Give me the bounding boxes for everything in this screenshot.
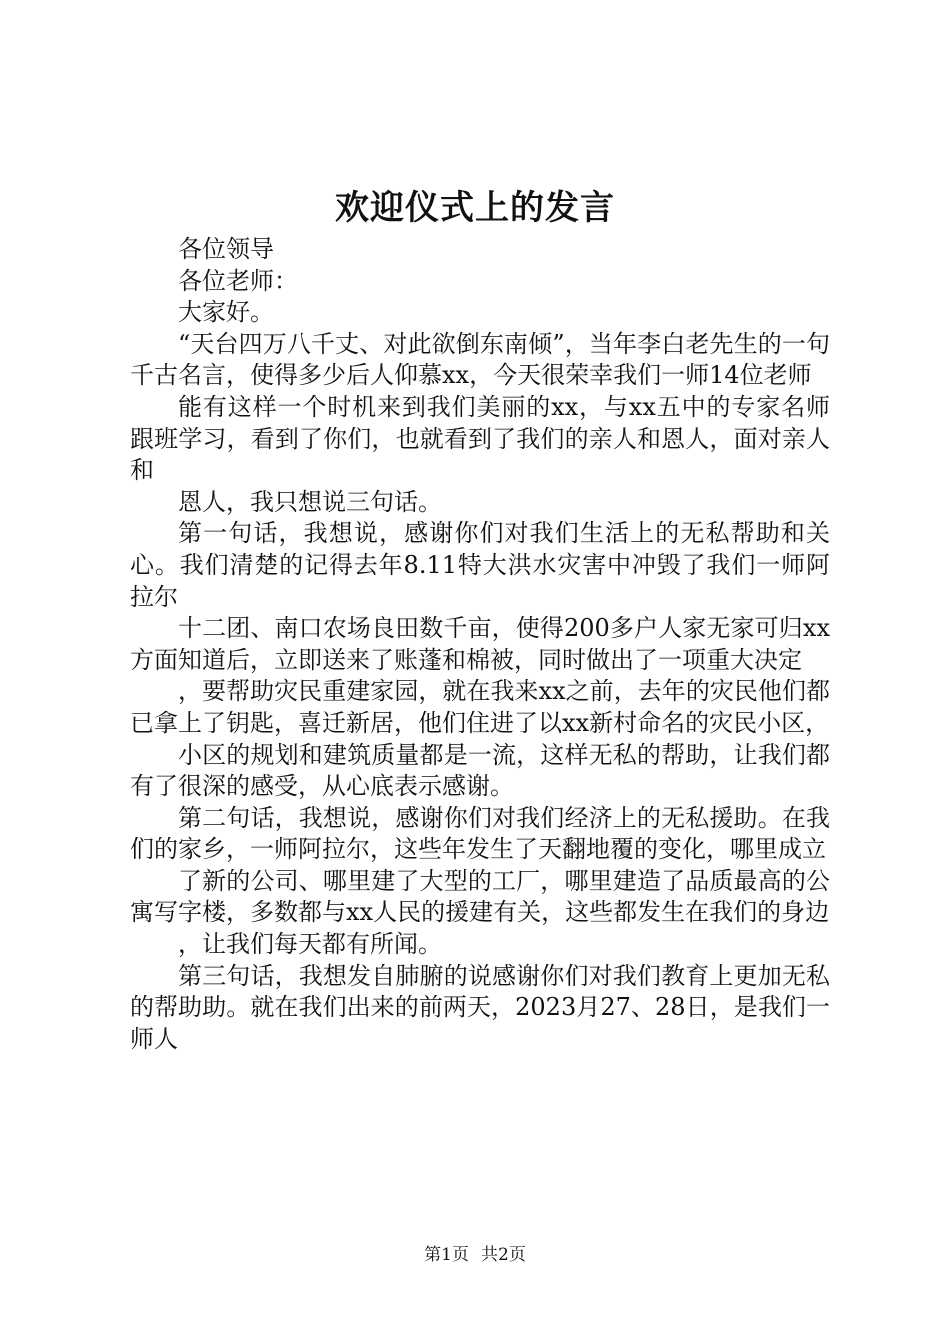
paragraph: 了新的公司、哪里建了大型的工厂，哪里建造了品质最高的公寓写字楼，多数都与xx人民的援建有关，这些都发生在我们的身边 (130, 866, 830, 927)
paragraph: 第三句话，我想发自肺腑的说感谢你们对我们教育上更加无私的帮助助。就在我们出来的前两天，2023月27、28日，是我们一师人 (130, 961, 830, 1053)
document-title: 欢迎仪式上的发言 (335, 188, 615, 228)
paragraph: 各位领导 (178, 235, 274, 263)
paragraph: “天台四万八千丈、对此欲倒东南倾”，当年李白老先生的一句千古名言，使得多少后人仰慕xx，今天很荣幸我们一师14位老师 (130, 329, 830, 390)
paragraph: ，让我们每天都有所闻。 (178, 930, 442, 959)
page-number: 第1页 (424, 1245, 469, 1265)
paragraph: 能有这样一个时机来到我们美丽的xx，与xx五中的专家名师跟班学习，看到了你们，也就看到了我们的亲人和恩人，面对亲人和 (130, 392, 830, 485)
document-body (130, 234, 830, 1055)
page-total: 共2页 (481, 1245, 526, 1265)
paragraph: 第二句话，我想说，感谢你们对我们经济上的无私援助。在我们的家乡，一师阿拉尔，这些年发生了天翻地覆的变化，哪里成立 (130, 803, 830, 864)
page-footer (0, 1243, 950, 1267)
paragraph: 大家好。 (178, 298, 274, 327)
paragraph: 小区的规划和建筑质量都是一流，这样无私的帮助，让我们都有了很深的感受，从心底表示感谢。 (130, 740, 830, 801)
paragraph: 十二团、南口农场良田数千亩，使得200多户人家无家可归xx方面知道后，立即送来了账蓬和棉被，同时做出了一项重大决定 (130, 614, 830, 674)
paragraph: 各位老师： (178, 266, 298, 295)
paragraph: 第一句话，我想说，感谢你们对我们生活上的无私帮助和关心。我们清楚的记得去年8.11特大洪水灾害中冲毁了我们一师阿拉尔 (130, 519, 830, 611)
paragraph: ，要帮助灾民重建家园，就在我来xx之前，去年的灾民他们都已拿上了钥匙，喜迁新居，他们住进了以xx新村命名的灾民小区， (130, 677, 830, 737)
paragraph: 恩人，我只想说三句话。 (178, 487, 442, 516)
